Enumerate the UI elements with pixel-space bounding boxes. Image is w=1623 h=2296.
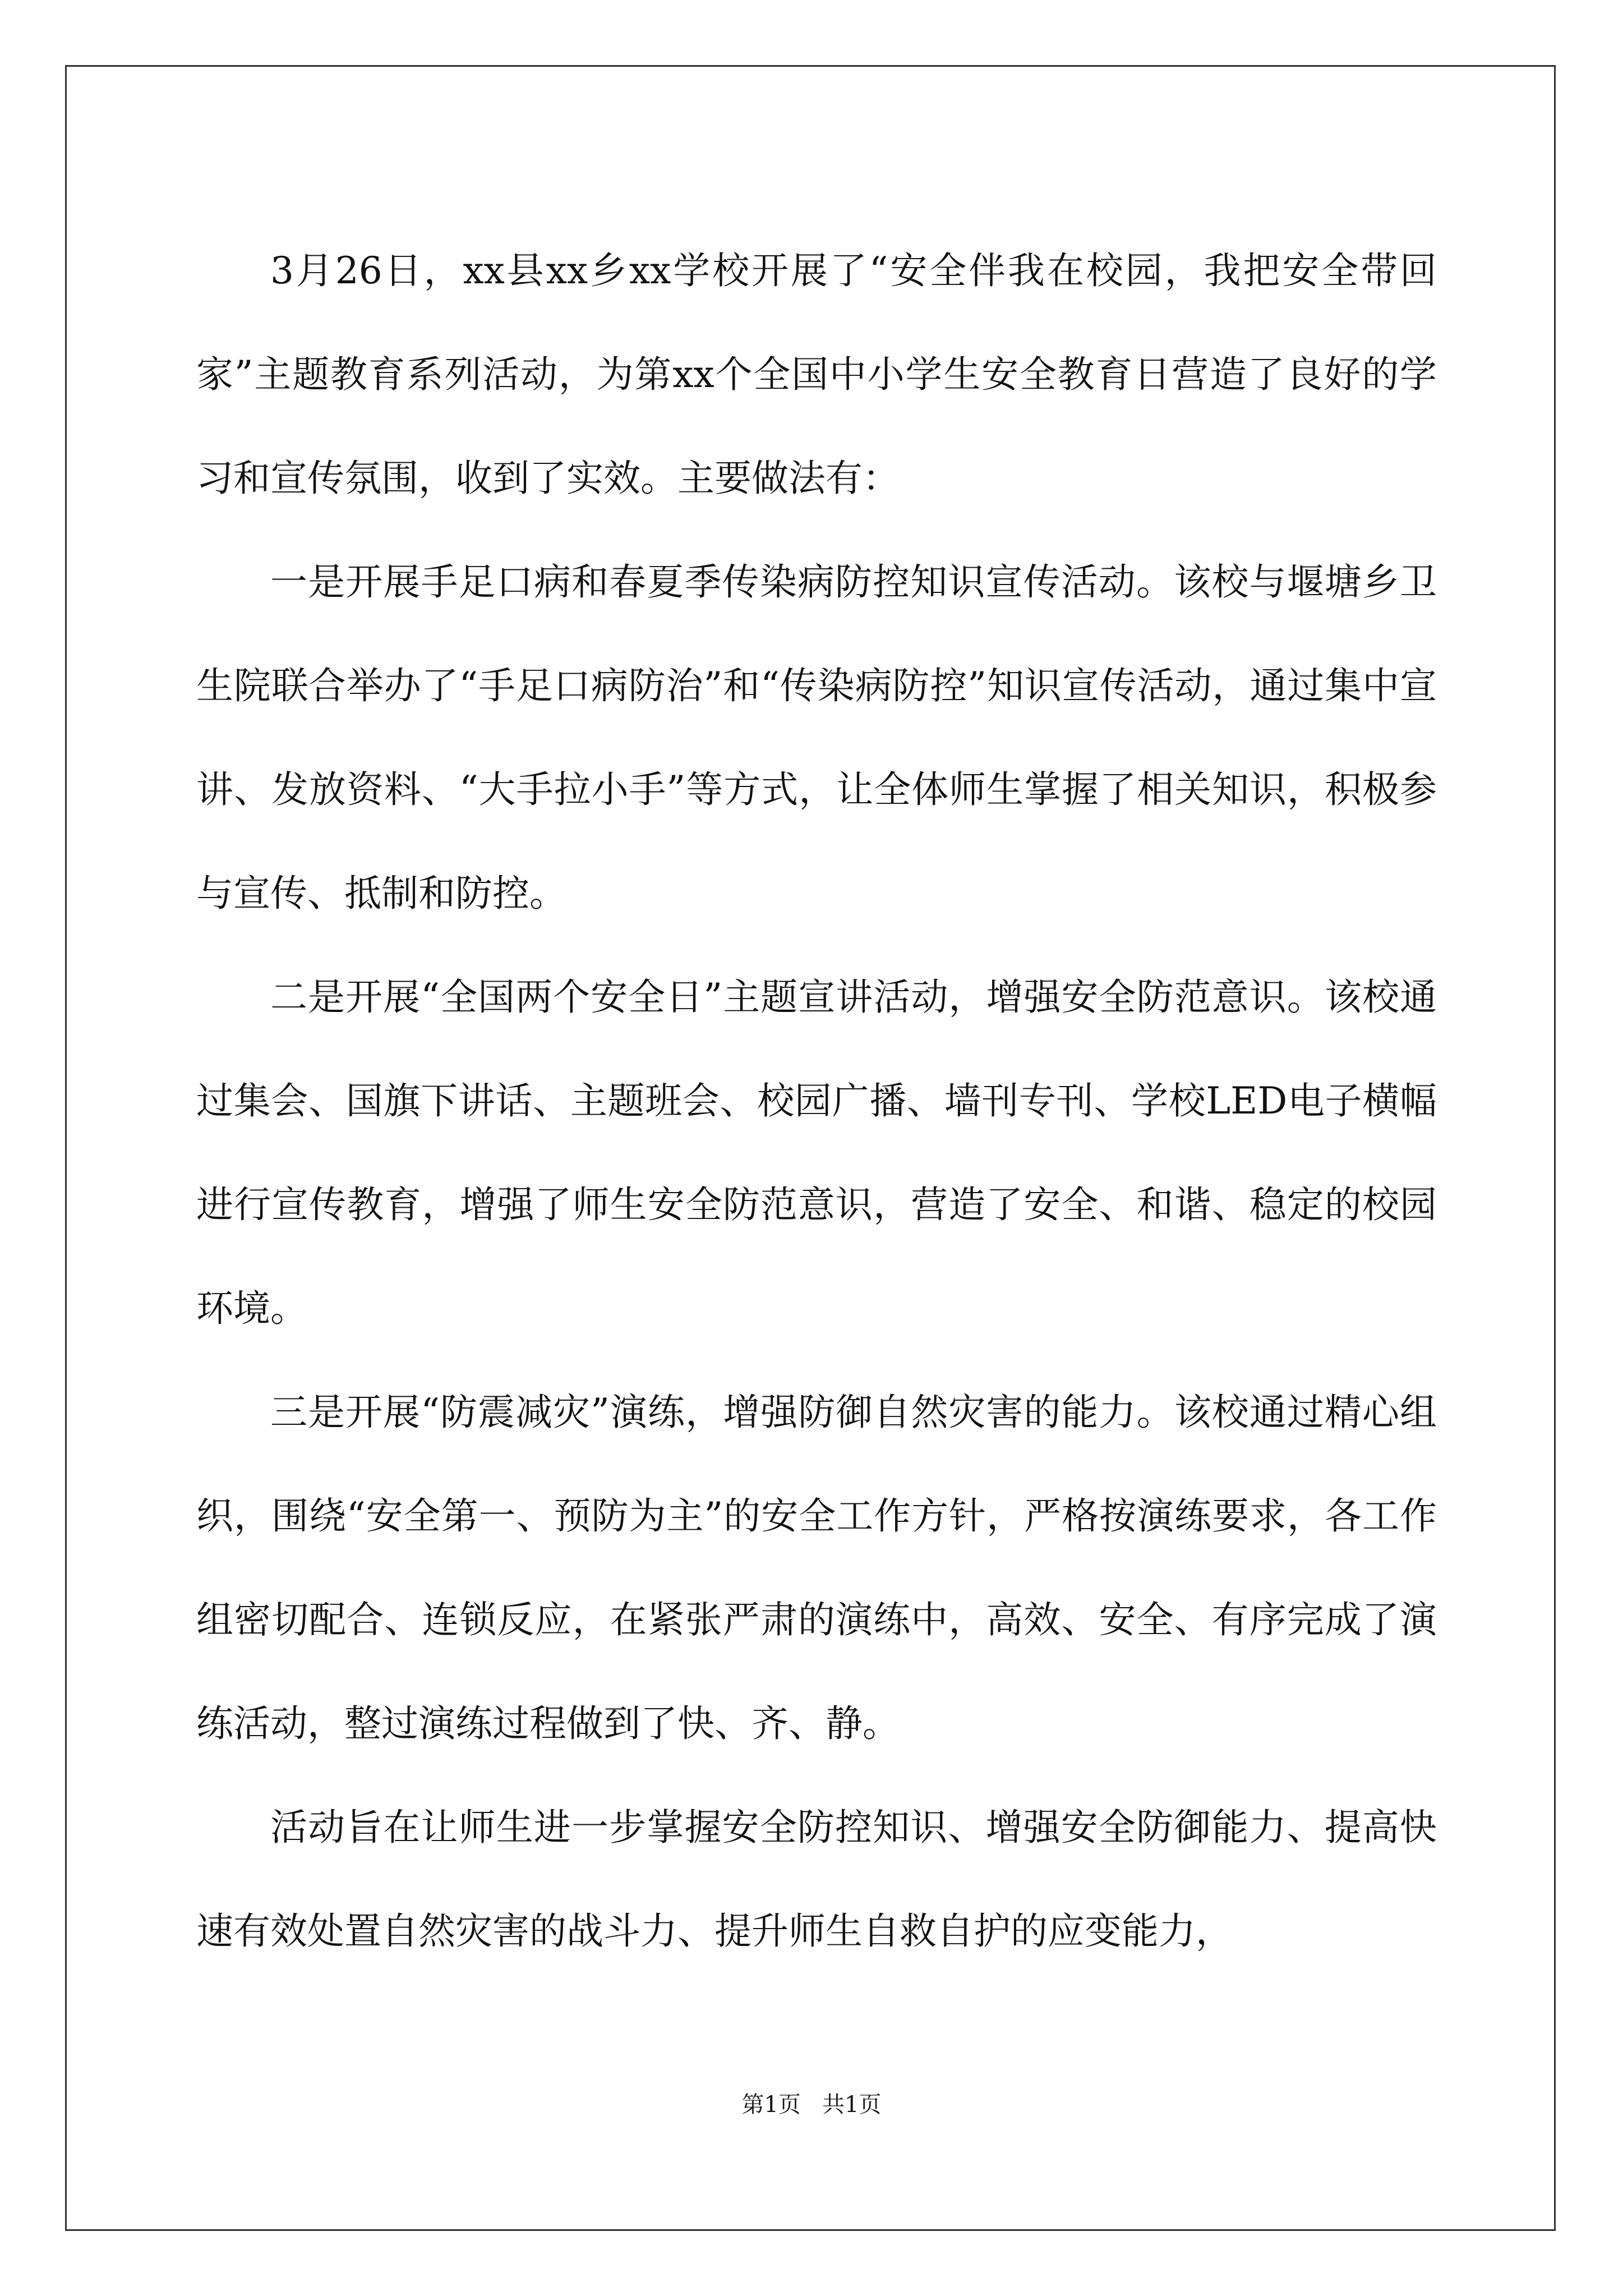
page-number-footer: 第1页 共1页 — [741, 2092, 882, 2118]
paragraph-point-two: 二是开展“全国两个安全日”主题宣讲活动，增强安全防范意识。该校通过集会、国旗下讲话、主题班会、校园广播、墙刊专刊、学校LED电子横幅进行宣传教育，增强了师生安全防范意识，营造了安全、和谐、稳定的校园环境。 — [196, 976, 1437, 1330]
paragraph-intro: 3月26日，xx县xx乡xx学校开展了“安全伴我在校园，我把安全带回家”主题教育系列活动，为第xx个全国中小学生安全教育日营造了良好的学习和宣传氛围，收到了实效。主要做法有： — [196, 249, 1437, 500]
paragraph-conclusion: 活动旨在让师生进一步掌握安全防控知识、增强安全防御能力、提高快速有效处置自然灾害的战斗力、提升师生自救自护的应变能力， — [196, 1806, 1437, 1953]
paragraph-point-one: 一是开展手足口病和春夏季传染病防控知识宣传活动。该校与堰塘乡卫生院联合举办了“手足口病防治”和“传染病防控”知识宣传活动，通过集中宣讲、发放资料、“大手拉小手”等方式，让全体师生掌握了相关知识，积极参与宣传、抵制和防控。 — [196, 560, 1437, 915]
paragraph-point-three: 三是开展“防震减灾”演练，增强防御自然灾害的能力。该校通过精心组织，围绕“安全第一、预防为主”的安全工作方针，严格按演练要求，各工作组密切配合、连锁反应，在紧张严肃的演练中，高效、安全、有序完成了演练活动，整过演练过程做到了快、齐、静。 — [196, 1391, 1437, 1745]
document-body — [196, 219, 1437, 1983]
